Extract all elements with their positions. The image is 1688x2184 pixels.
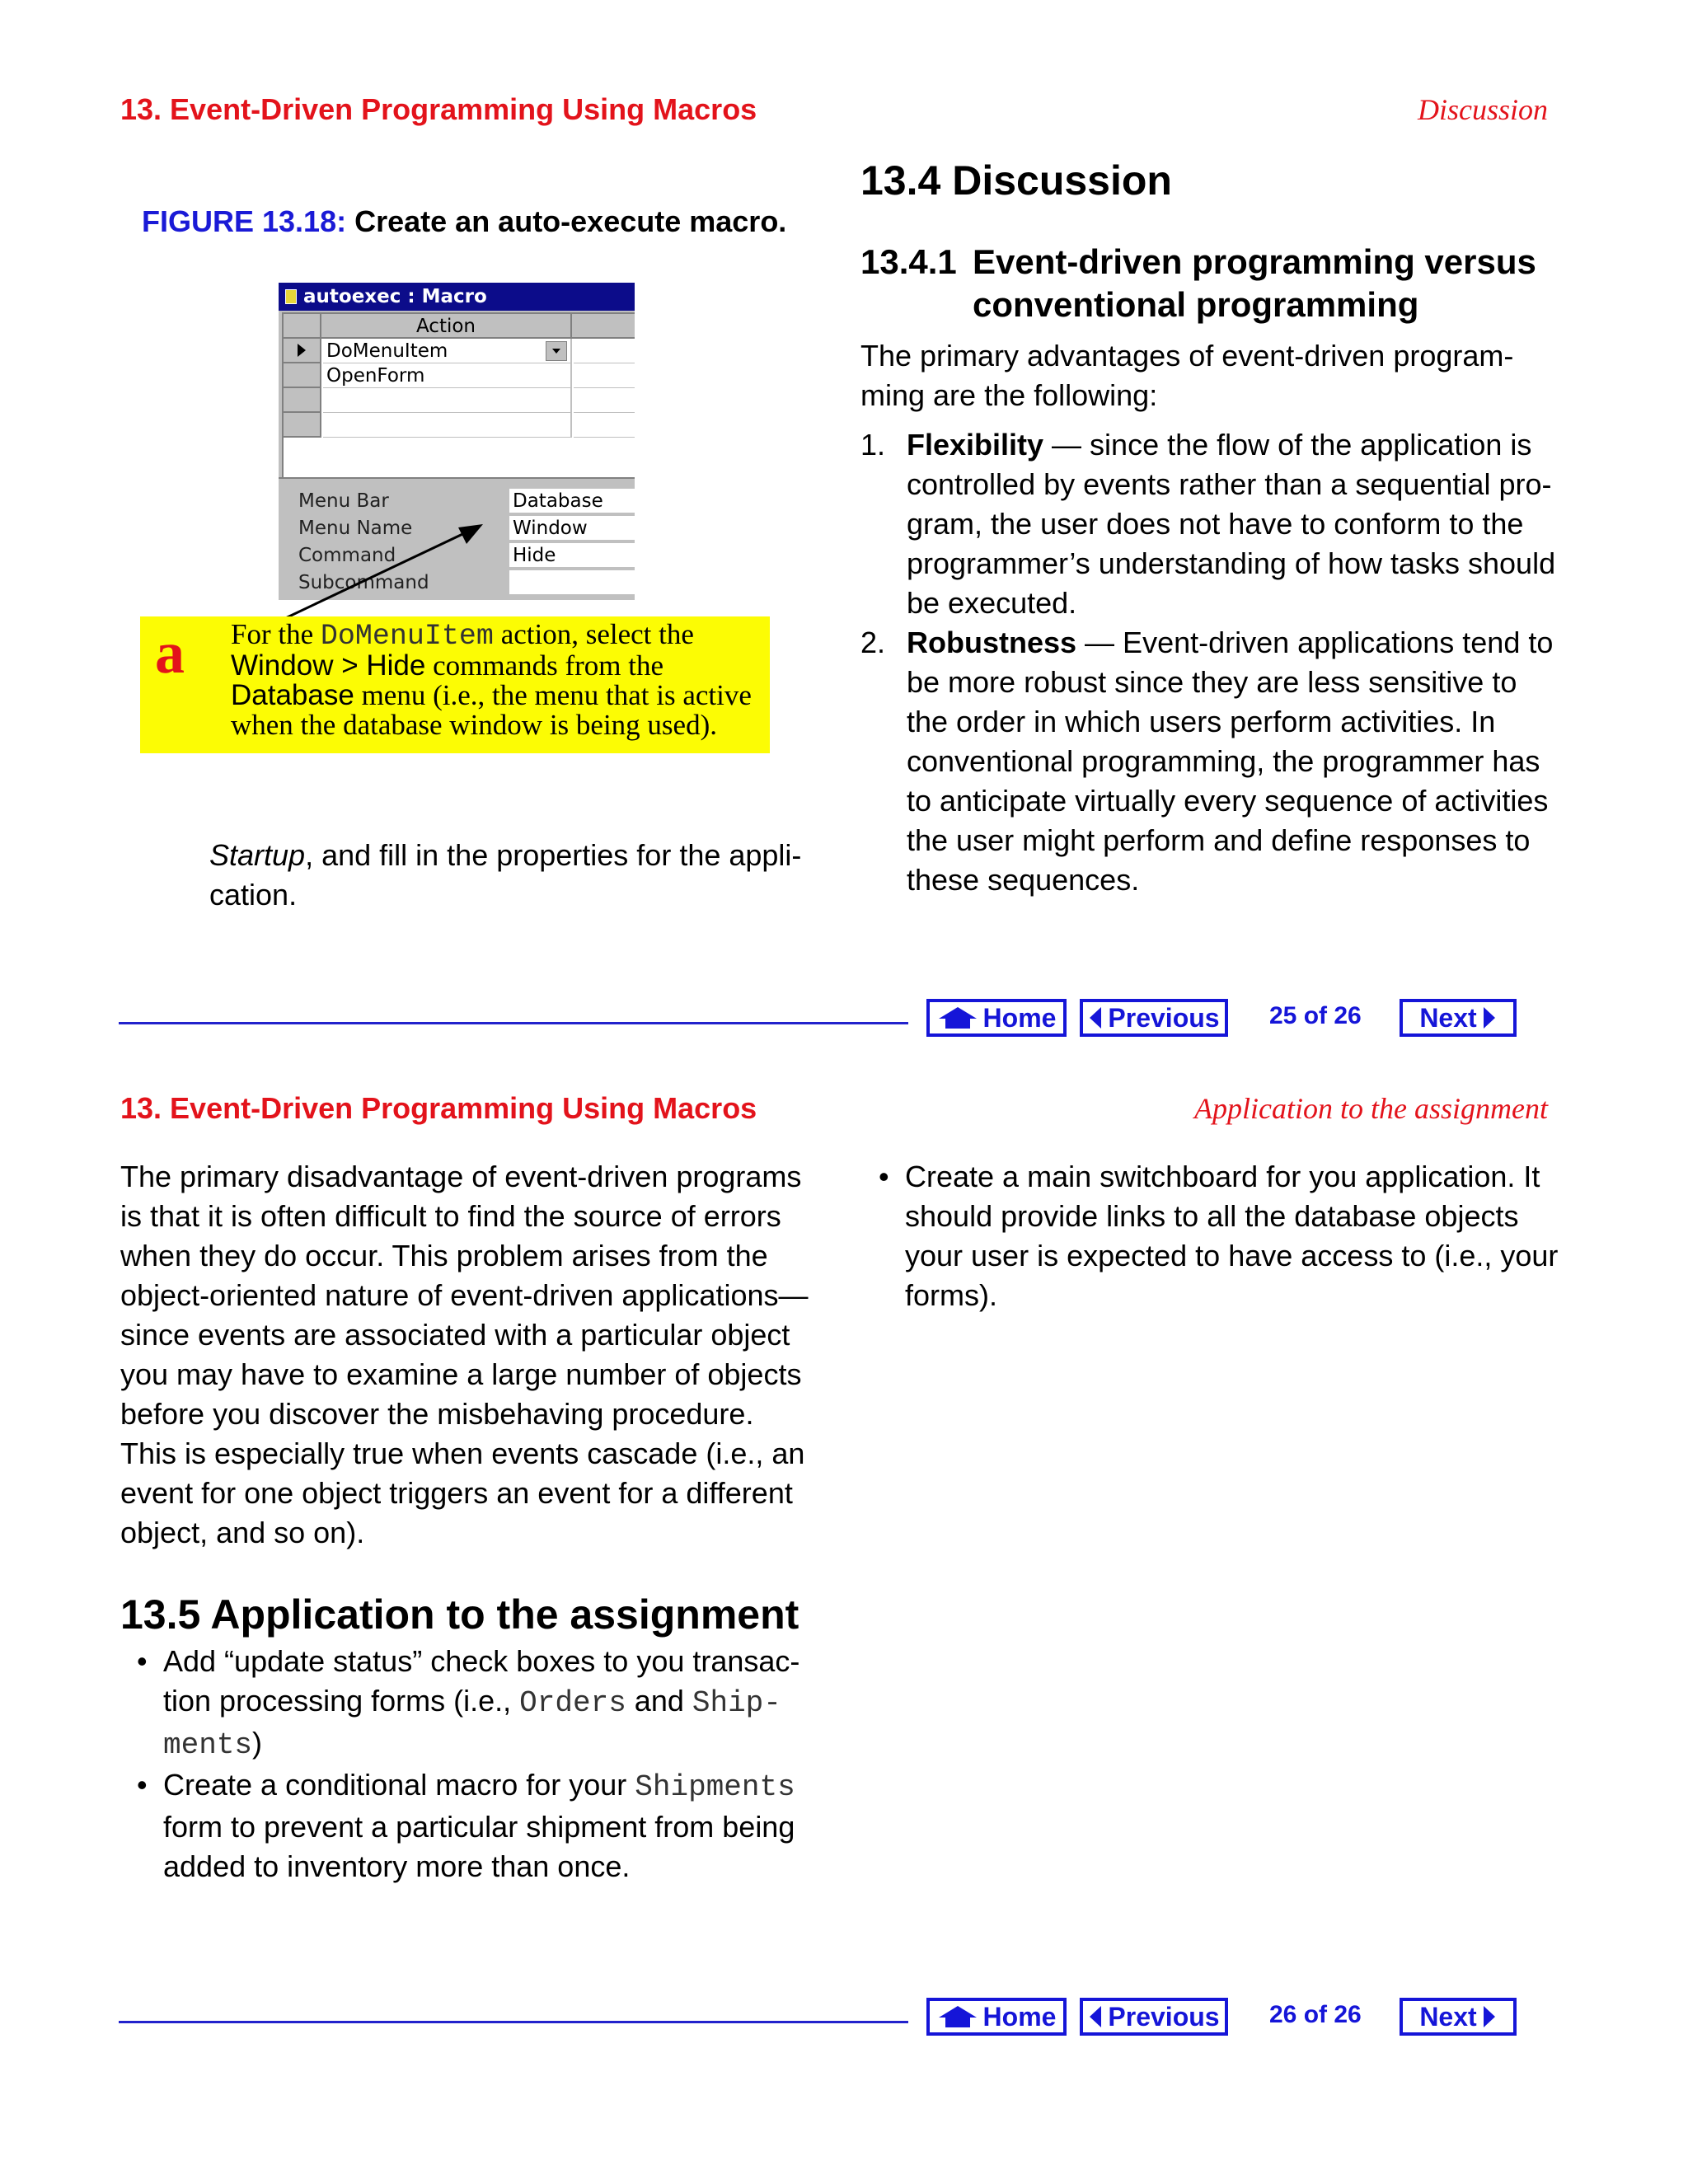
figure-label: FIGURE 13.18:: [142, 204, 347, 238]
arrow-right-icon: [1482, 1005, 1497, 1030]
paragraph-line: before you discover the misbehaving procedure.: [120, 1397, 754, 1431]
macro-window-title: autoexec : Macro: [303, 286, 487, 307]
action-cell-1[interactable]: [323, 339, 572, 363]
list-item: [137, 1765, 799, 1886]
bullet-line: forms).: [905, 1278, 997, 1312]
paragraph-line: This is especially true when events cascade (i.e., an: [120, 1436, 805, 1470]
subsection-title-line-1: Event-driven programming versus: [973, 242, 1536, 281]
code-shipments-part2: ments: [163, 1728, 253, 1762]
action-cell-3[interactable]: [323, 388, 572, 413]
callout-t8: when the database window is being used).: [231, 709, 717, 741]
list-number: 2.: [860, 626, 886, 659]
paragraph-line: since events are associated with a particular object: [120, 1318, 790, 1352]
grid-divider: [279, 477, 635, 479]
prop-value-command[interactable]: Hide: [509, 543, 635, 568]
callout-t7: menu (i.e., the menu that is active: [354, 679, 752, 711]
macro-action-grid: [282, 312, 635, 477]
paragraph-line: The primary disadvantage of event-driven programs: [120, 1160, 802, 1193]
callout-t5: commands from the: [425, 649, 664, 682]
bullet-line: Add “update status” check boxes to you transac-: [163, 1644, 800, 1678]
list-term: Robustness: [907, 626, 1077, 659]
code-shipments-part1: Ship-: [692, 1686, 781, 1720]
callout-t2: DoMenuItem: [320, 620, 494, 653]
callout-marker: a: [155, 620, 185, 686]
startup-paragraph: [209, 836, 801, 915]
prop-label-subcommand: Subcommand: [298, 572, 429, 593]
callout-t4: Window > Hide: [231, 649, 426, 682]
list-line: — Event-driven applications tend to: [1076, 626, 1554, 659]
switchboard-bullet: [879, 1157, 1558, 1315]
prop-value-menu-bar[interactable]: Database: [509, 489, 635, 513]
next-button-label: Next: [1419, 2001, 1477, 2032]
startup-rest-2: cation.: [209, 878, 298, 912]
row-selector-current[interactable]: [284, 339, 321, 363]
paragraph-line: is that it is often difficult to find the source of errors: [120, 1199, 781, 1233]
section-title-13-4: 13.4 Discussion: [860, 157, 1172, 204]
bullet-marker: •: [137, 1644, 148, 1678]
startup-rest-1: , and fill in the properties for the appli-: [305, 838, 802, 872]
prop-value-subcommand[interactable]: [509, 570, 635, 595]
prop-label-command: Command: [298, 545, 396, 566]
next-button-label: Next: [1419, 1002, 1477, 1033]
callout-t1: For the: [231, 618, 321, 650]
disadvantage-paragraph: [120, 1157, 809, 1553]
running-header-left-2: 13. Event-Driven Programming Using Macros: [120, 1091, 757, 1125]
subsection-title: [860, 241, 1569, 326]
list-item: [879, 1157, 1558, 1315]
row-selector-2[interactable]: [284, 363, 321, 388]
next-button-2[interactable]: [1400, 1998, 1517, 2036]
previous-button-label: Previous: [1108, 1002, 1220, 1033]
paragraph-line: object-oriented nature of event-driven applications—: [120, 1278, 809, 1312]
bullet-text: ): [252, 1726, 263, 1760]
paragraph-line: object, and so on).: [120, 1516, 365, 1549]
macro-icon: [285, 289, 297, 304]
arrow-right-icon: [1482, 2004, 1497, 2029]
bullet-text: tion processing forms (i.e.,: [163, 1684, 520, 1718]
dropdown-button[interactable]: [546, 341, 567, 361]
list-line: be executed.: [907, 586, 1077, 620]
advantages-list: [860, 425, 1586, 900]
list-term: Flexibility: [907, 428, 1044, 462]
comment-cell-3[interactable]: [574, 388, 635, 413]
callout-t6: Database: [231, 679, 354, 711]
intro-line-2: ming are the following:: [860, 378, 1158, 412]
home-button[interactable]: [926, 999, 1067, 1037]
previous-button[interactable]: [1080, 999, 1228, 1037]
action-cell-2[interactable]: OpenForm: [323, 363, 572, 388]
comment-cell-4[interactable]: [574, 413, 635, 438]
paragraph-line: when they do occur. This problem arises from the: [120, 1239, 768, 1272]
macro-window-titlebar: [279, 283, 635, 311]
section-title-13-5: 13.5 Application to the assignment: [120, 1591, 799, 1638]
subsection-number: 13.4.1: [860, 242, 957, 281]
bullet-text: and: [626, 1684, 692, 1718]
prop-value-menu-name[interactable]: Window: [509, 516, 635, 541]
code-shipments: Shipments: [635, 1770, 795, 1804]
subsection-title-line-2: conventional programming: [973, 285, 1419, 324]
row-selector-4[interactable]: [284, 413, 321, 438]
page-number-2: 26 of 26: [1269, 2001, 1362, 2028]
home-button-2[interactable]: [926, 1998, 1067, 2036]
footer-rule-2: [119, 2021, 908, 2023]
list-item: [137, 1642, 799, 1765]
list-number: 1.: [860, 428, 886, 462]
footer-rule: [119, 1022, 908, 1024]
previous-button-2[interactable]: [1080, 1998, 1228, 2036]
page-number: 25 of 26: [1269, 1002, 1362, 1029]
bullet-marker: •: [137, 1768, 148, 1802]
intro-line-1: The primary advantages of event-driven program-: [860, 339, 1514, 373]
list-item: [860, 623, 1586, 900]
comment-column-header: [572, 314, 635, 339]
row-selector-3[interactable]: [284, 388, 321, 413]
action-column-header: Action: [321, 314, 572, 339]
running-header-right: Discussion: [1417, 93, 1548, 126]
chevron-down-icon: [551, 348, 561, 354]
action-cell-1-text: DoMenuItem: [326, 340, 448, 362]
list-line: the order in which users perform activities. In: [907, 705, 1496, 738]
callout-arrow: [264, 519, 495, 626]
list-item: [860, 425, 1586, 623]
bullet-line: Create a main switchboard for you application. It: [905, 1160, 1540, 1193]
arrow-left-icon: [1088, 1005, 1103, 1030]
startup-italic: Startup: [209, 838, 306, 872]
figure-caption: [142, 204, 786, 239]
callout-t3: action, select the: [493, 618, 694, 650]
paragraph-line: you may have to examine a large number of objects: [120, 1357, 802, 1391]
next-button[interactable]: [1400, 999, 1517, 1037]
callout-text: [231, 620, 767, 740]
list-line: controlled by events rather than a sequential pro-: [907, 467, 1552, 501]
list-line: conventional programming, the programmer has: [907, 744, 1540, 778]
intro-paragraph: [860, 336, 1513, 415]
prop-label-menu-bar: Menu Bar: [298, 490, 389, 512]
prop-label-menu-name: Menu Name: [298, 518, 413, 539]
running-header-left: 13. Event-Driven Programming Using Macros: [120, 92, 757, 126]
callout-box: [140, 616, 770, 753]
arrow-left-icon: [1088, 2004, 1103, 2029]
bullet-line: form to prevent a particular shipment from being: [163, 1810, 795, 1844]
assignment-bullets: [137, 1642, 799, 1886]
comment-cell-2[interactable]: [574, 363, 635, 388]
current-row-arrow-icon: [296, 343, 307, 358]
running-header-right-2: Application to the assignment: [1194, 1092, 1548, 1125]
bullet-line: your user is expected to have access to (i.e., your: [905, 1239, 1559, 1272]
figure-caption-text: Create an auto-execute macro.: [354, 204, 787, 238]
list-line: to anticipate virtually every sequence of activities: [907, 784, 1549, 818]
bullet-text: Create a conditional macro for your: [163, 1768, 635, 1802]
paragraph-line: event for one object triggers an event for a different: [120, 1476, 793, 1510]
list-line: — since the flow of the application is: [1043, 428, 1532, 462]
list-line: gram, the user does not have to conform to the: [907, 507, 1524, 541]
list-line: these sequences.: [907, 863, 1140, 897]
home-icon: [937, 2004, 978, 2029]
code-orders: Orders: [519, 1686, 626, 1720]
home-button-label: Home: [982, 1002, 1057, 1033]
home-button-label: Home: [982, 2001, 1057, 2032]
comment-cell-1[interactable]: [574, 339, 635, 363]
grid-corner: [284, 314, 321, 339]
bullet-line: added to inventory more than once.: [163, 1849, 631, 1883]
bullet-line: should provide links to all the database objects: [905, 1199, 1519, 1233]
bullet-marker: •: [879, 1160, 889, 1193]
list-line: be more robust since they are less sensitive to: [907, 665, 1517, 699]
previous-button-label: Previous: [1108, 2001, 1220, 2032]
list-line: programmer’s understanding of how tasks should: [907, 546, 1556, 580]
list-line: the user might perform and define responses to: [907, 823, 1531, 857]
action-cell-4[interactable]: [323, 413, 572, 438]
home-icon: [937, 1005, 978, 1030]
